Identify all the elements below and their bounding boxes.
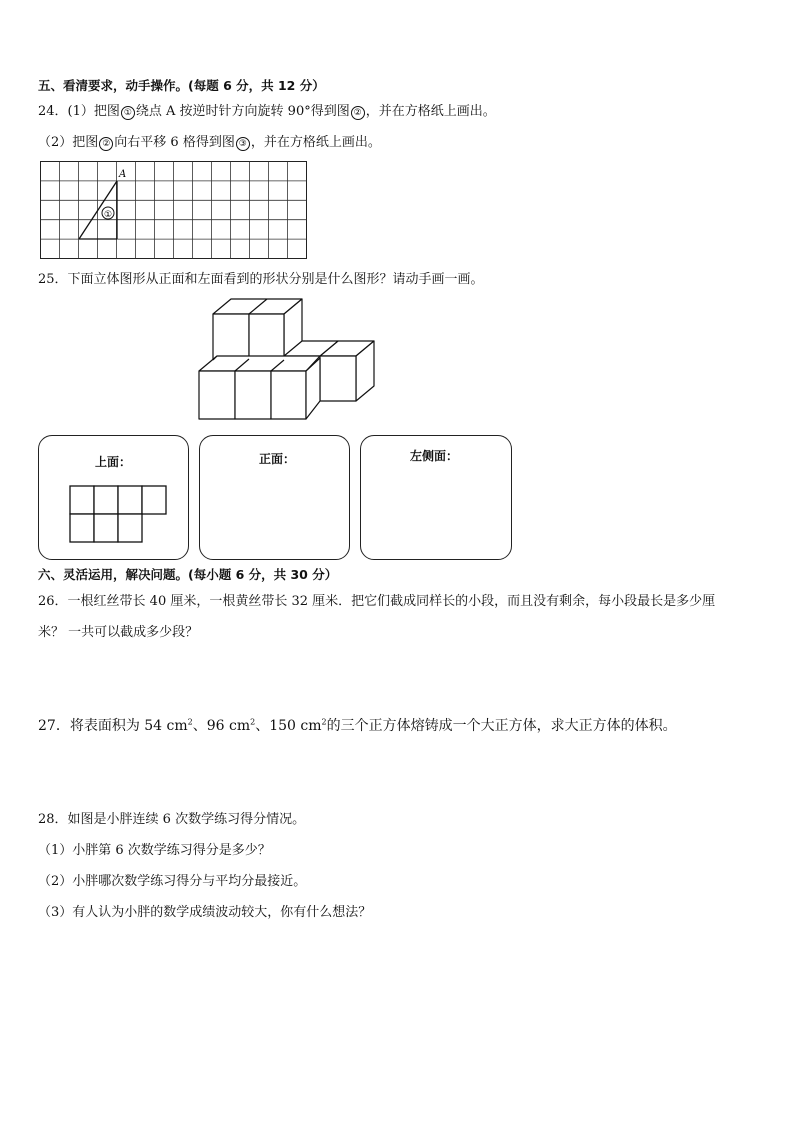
question-28-intro: 28．如图是小胖连续 6 次数学练习得分情况。 xyxy=(38,812,306,827)
point-a-label: A xyxy=(119,169,127,180)
left-view-label: 左侧面： xyxy=(410,449,459,463)
front-view-label: 正面： xyxy=(259,452,296,466)
left-view-box[interactable] xyxy=(360,435,512,560)
figure-2-mark: ② xyxy=(99,137,113,151)
question-26-line-2: 米？ 一共可以截成多少段？ xyxy=(38,625,199,640)
question-24-part-1: 24．(1）把图 ① 绕点 A 按逆时针方向旋转 90°得到图 ② ，并在方格纸上画出。 xyxy=(38,104,496,119)
question-26-line-1: 26．一根红丝带长 40 厘米，一根黄丝带长 32 厘米．把它们截成同样长的小段，而且没有剩余，每小段最长是多少厘 xyxy=(38,594,716,609)
figure-1-label: ① xyxy=(103,210,113,220)
figure-2-mark: ② xyxy=(351,106,365,120)
section-5-title: 五、看清要求，动手操作。(每题 6 分，共 12 分） xyxy=(38,78,325,93)
top-view-drawing xyxy=(69,485,169,545)
question-27-text: 27．将表面积为 54 $cm^2$、96 $cm^2$、150 $cm^2$的三个正方体熔铸成一个大正方体，求大正方体的体积。 xyxy=(38,717,677,734)
top-view-box xyxy=(38,435,189,560)
front-view-box[interactable] xyxy=(199,435,350,560)
question-24-part-2: （2）把图 ② 向右平移 6 格得到图 ③ ，并在方格纸上画出。 xyxy=(38,135,381,150)
figure-3-mark: ③ xyxy=(236,137,250,151)
figure-1-mark: ① xyxy=(121,106,135,120)
section-6-title: 六、灵活运用，解决问题。(每小题 6 分，共 30 分） xyxy=(38,567,338,582)
question-28-sub-1: （1）小胖第 6 次数学练习得分是多少？ xyxy=(38,843,271,858)
question-28-sub-2: （2）小胖哪次数学练习得分与平均分最接近。 xyxy=(38,874,307,889)
question-28-sub-3: （3）有人认为小胖的数学成绩波动较大，你有什么想法？ xyxy=(38,905,372,920)
question-25-text: 25．下面立体图形从正面和左面看到的形状分别是什么图形？请动手画一画。 xyxy=(38,272,484,287)
grid-paper[interactable] xyxy=(40,161,308,261)
cube-solid-figure xyxy=(195,296,380,424)
top-view-label: 上面： xyxy=(95,455,132,469)
